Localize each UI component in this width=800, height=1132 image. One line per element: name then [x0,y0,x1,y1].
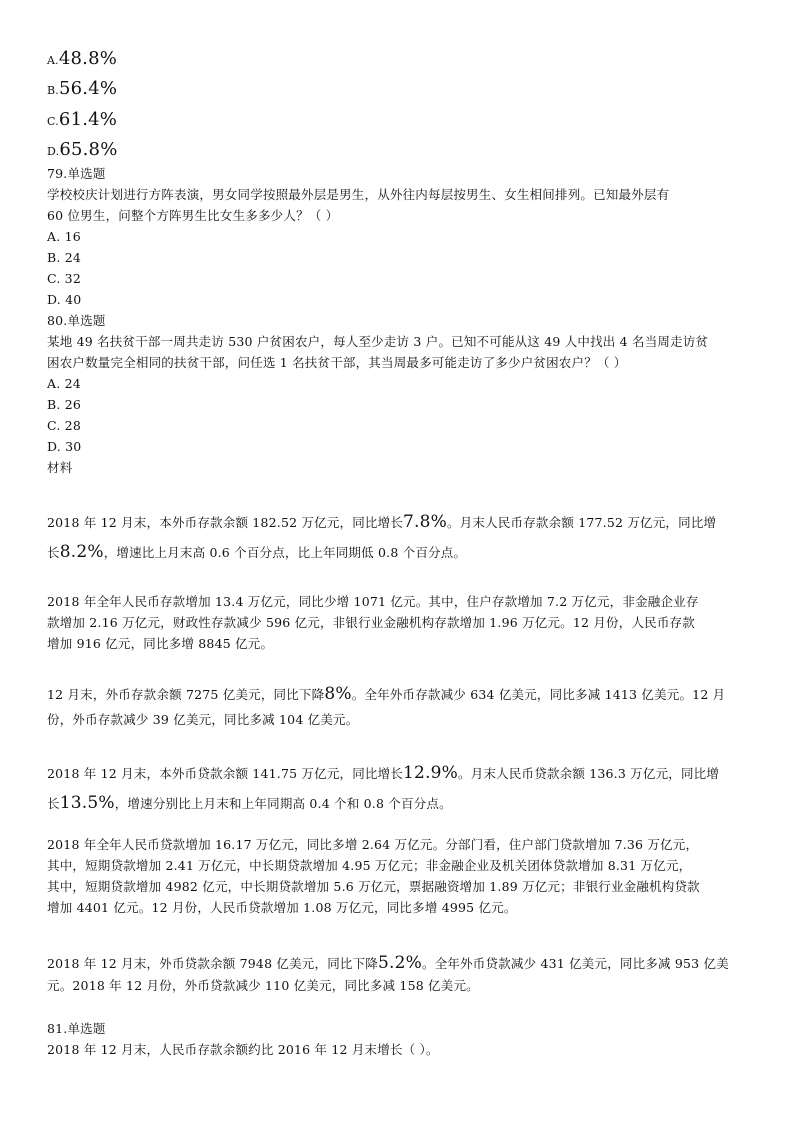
q80-option-c[interactable]: C. 28 [47,418,81,433]
text-run: ，增速分别比上月末和上年同期高 0.4 个和 0.8 个百分点。 [114,796,452,811]
material-p4-line1 [47,764,719,783]
text-run: 2018 年 12 月末，本外币贷款余额 141.75 万亿元，同比增长 [47,766,404,781]
text-run: 长 [47,796,60,811]
text-run: 。全年外币贷款减少 431 亿美元，同比多减 953 亿美 [422,956,729,971]
material-p6-line1 [47,954,729,973]
q81-stem-line1: 2018 年 12 月末，人民币存款余额约比 2016 年 12 月末增长（ ）。 [47,1042,439,1057]
q79-option-d[interactable]: D. 40 [47,292,82,307]
rate-value: 8% [324,684,352,704]
option-value: 48.8% [58,48,118,69]
text-run: 。月末人民币贷款余额 136.3 万亿元，同比增 [458,766,720,781]
option-letter: C. [47,115,59,128]
option-letter: D. [47,145,60,158]
q80-stem-line1: 某地 49 名扶贫干部一周共走访 530 户贫困农户，每人至少走访 3 户。已知不可能从这 49 人中找出 4 名当周走访贫 [47,334,709,349]
material-p2-line1: 2018 年全年人民币存款增加 13.4 万亿元，同比少增 1071 亿元。其中，住户存款增加 7.2 万亿元，非金融企业存 [47,594,699,609]
material-p2-line2: 款增加 2.16 万亿元，财政性存款减少 596 亿元，非银行业金融机构存款增加 1.96 万亿元。12 月份，人民币存款 [47,615,695,630]
material-p1-line2 [47,543,466,562]
q78-option-d[interactable] [47,141,118,161]
text-run: ，增速比上月末高 0.6 个百分点，比上年同期低 0.8 个百分点。 [103,545,467,560]
q80-option-b[interactable]: B. 26 [47,397,82,412]
rate-value: 8.2% [59,542,104,562]
text-run: 2018 年 12 月末，本外币存款余额 182.52 万亿元，同比增长 [47,515,404,530]
q78-option-b[interactable] [47,80,117,100]
q78-option-c[interactable] [47,111,117,131]
text-run: 。全年外币存款减少 634 亿美元，同比多减 1413 亿美元。12 月 [351,687,726,702]
q80-stem-line2: 困农户数量完全相同的扶贫干部，问任选 1 名扶贫干部，其当周最多可能走访了多少户贫困农户？（ ） [47,355,627,370]
material-p4-line2 [47,794,452,813]
option-value: 65.8% [59,139,118,160]
material-p6-line2: 元。2018 年 12 月份，外币贷款减少 110 亿美元，同比多减 158 亿美元。 [47,978,479,993]
option-letter: A. [47,54,59,67]
text-run: 长 [47,545,60,560]
q79-option-a[interactable]: A. 16 [47,229,81,244]
material-p3-line2: 份，外币存款减少 39 亿美元，同比多减 104 亿美元。 [47,712,359,727]
option-letter: B. [47,84,59,97]
q79-stem-line1: 学校校庆计划进行方阵表演，男女同学按照最外层是男生，从外往内每层按男生、女生相间排列。已知最外层有 [47,187,670,202]
text-run: 2018 年 12 月末，外币贷款余额 7948 亿美元，同比下降 [47,956,378,971]
q79-option-c[interactable]: C. 32 [47,271,81,286]
material-p5-line2: 其中，短期贷款增加 2.41 万亿元，中长期贷款增加 4.95 万亿元；非金融企业及机关团体贷款增加 8.31 万亿元， [47,858,692,873]
q80-option-d[interactable]: D. 30 [47,439,82,454]
rate-value: 7.8% [403,512,448,532]
material-p5-line1: 2018 年全年人民币贷款增加 16.17 万亿元，同比多增 2.64 万亿元。分部门看，住户部门贷款增加 7.36 万亿元， [47,837,699,852]
option-value: 61.4% [58,109,118,130]
q79-option-b[interactable]: B. 24 [47,250,82,265]
q79-stem-line2: 60 位男生，问整个方阵男生比女生多多少人？（ ） [47,208,339,223]
text-run: 。月末人民币存款余额 177.52 万亿元，同比增 [447,515,717,530]
material-p2-line3: 增加 916 亿元，同比多增 8845 亿元。 [47,636,274,651]
material-p3-line1 [47,685,725,704]
q81-header: 81.单选题 [47,1021,106,1036]
rate-value: 12.9% [403,763,459,783]
material-label: 材料 [47,460,73,475]
q79-header: 79.单选题 [47,166,106,181]
q78-option-a[interactable] [47,50,117,70]
material-p1-line1 [47,513,716,532]
material-p5-line3: 其中，短期贷款增加 4982 亿元，中长期贷款增加 5.6 万亿元，票据融资增加 1.89 万亿元；非银行业金融机构贷款 [47,879,700,894]
rate-value: 13.5% [59,793,115,813]
option-value: 56.4% [58,78,118,99]
rate-value: 5.2% [378,953,422,973]
q80-header: 80.单选题 [47,313,106,328]
q80-option-a[interactable]: A. 24 [47,376,81,391]
material-p5-line4: 增加 4401 亿元。12 月份，人民币贷款增加 1.08 万亿元，同比多增 4995 亿元。 [47,900,517,915]
text-run: 12 月末，外币存款余额 7275 亿美元，同比下降 [47,687,325,702]
